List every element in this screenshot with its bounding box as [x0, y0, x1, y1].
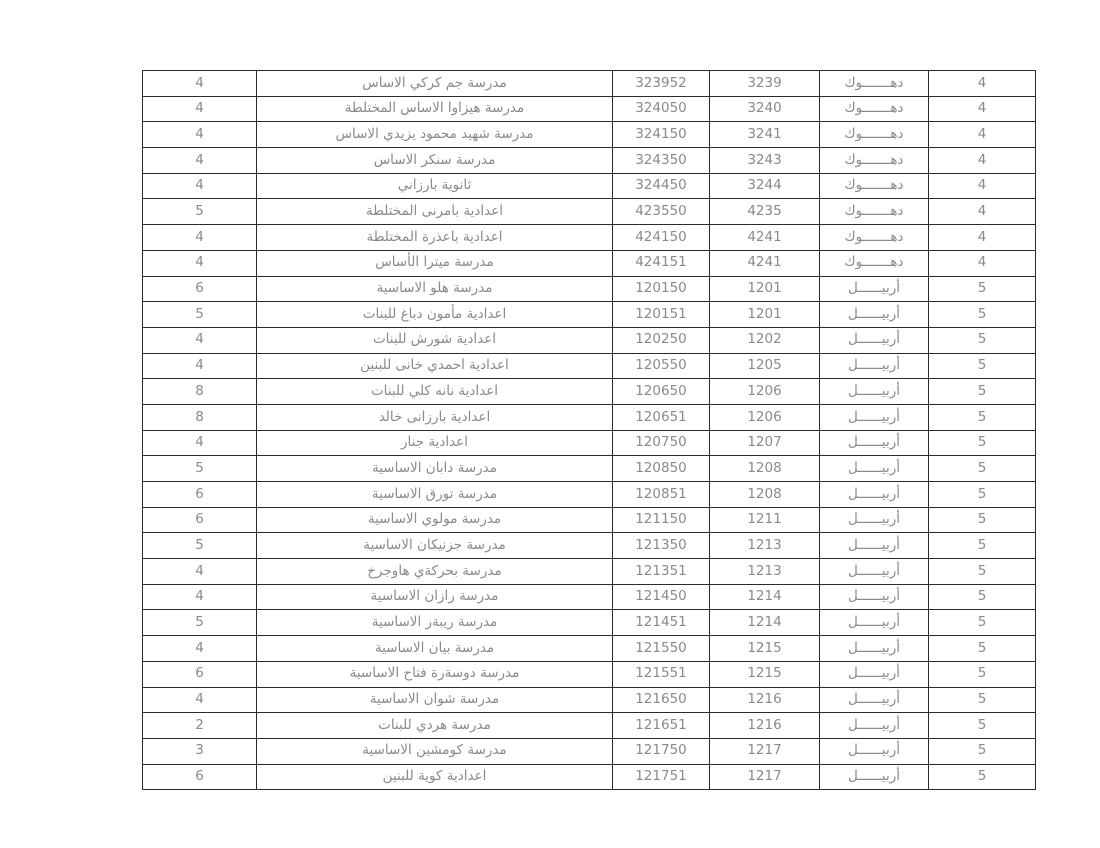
cell-governorate-code: 5 [929, 584, 1036, 610]
cell-governorate-code: 5 [929, 713, 1036, 739]
cell-school-id: 121450 [613, 584, 710, 610]
cell-school-id: 324450 [613, 173, 710, 199]
cell-school-id: 121451 [613, 610, 710, 636]
table-row [143, 661, 1036, 687]
cell-count: 4 [143, 687, 257, 713]
table-row [143, 276, 1036, 302]
cell-governorate-code: 5 [929, 738, 1036, 764]
cell-governorate-name: دهـــــــوك [820, 173, 929, 199]
table-row [143, 404, 1036, 430]
cell-governorate-code: 4 [929, 199, 1036, 225]
table-row [143, 353, 1036, 379]
cell-district-code: 1211 [710, 507, 820, 533]
cell-school-name: مدرسة ريبةر الاساسية [257, 610, 613, 636]
cell-governorate-name: دهـــــــوك [820, 199, 929, 225]
table-row [143, 430, 1036, 456]
table-row [143, 507, 1036, 533]
cell-school-name: مدرسة هلو الاساسية [257, 276, 613, 302]
cell-school-name: اعدادية باعذرة المختلطة [257, 225, 613, 251]
cell-school-name: مدرسة سنكر الاساس [257, 148, 613, 174]
cell-district-code: 1206 [710, 404, 820, 430]
cell-district-code: 1216 [710, 687, 820, 713]
cell-district-code: 1206 [710, 379, 820, 405]
cell-governorate-name: أربيــــــل [820, 610, 929, 636]
cell-district-code: 1215 [710, 661, 820, 687]
cell-governorate-code: 5 [929, 276, 1036, 302]
cell-governorate-code: 5 [929, 533, 1036, 559]
cell-school-id: 323952 [613, 71, 710, 97]
cell-count: 4 [143, 584, 257, 610]
cell-district-code: 1216 [710, 713, 820, 739]
cell-governorate-name: دهـــــــوك [820, 122, 929, 148]
cell-governorate-code: 4 [929, 122, 1036, 148]
cell-school-name: اعدادية بامرنى المختلطة [257, 199, 613, 225]
cell-governorate-code: 5 [929, 353, 1036, 379]
cell-governorate-code: 4 [929, 71, 1036, 97]
cell-count: 6 [143, 507, 257, 533]
table-row [143, 636, 1036, 662]
cell-governorate-code: 4 [929, 173, 1036, 199]
cell-district-code: 4241 [710, 225, 820, 251]
cell-governorate-name: أربيــــــل [820, 379, 929, 405]
cell-district-code: 4241 [710, 250, 820, 276]
cell-school-id: 120650 [613, 379, 710, 405]
table-row [143, 559, 1036, 585]
cell-district-code: 3243 [710, 148, 820, 174]
cell-district-code: 1215 [710, 636, 820, 662]
table-row [143, 148, 1036, 174]
cell-governorate-code: 5 [929, 507, 1036, 533]
cell-school-name: مدرسة هيزاوا الاساس المختلطة [257, 96, 613, 122]
cell-school-id: 324050 [613, 96, 710, 122]
cell-count: 5 [143, 610, 257, 636]
cell-count: 6 [143, 276, 257, 302]
table-row [143, 482, 1036, 508]
cell-governorate-code: 4 [929, 250, 1036, 276]
cell-district-code: 1205 [710, 353, 820, 379]
cell-governorate-code: 5 [929, 482, 1036, 508]
cell-school-name: اعدادية كوية للبنين [257, 764, 613, 790]
cell-school-id: 121551 [613, 661, 710, 687]
cell-district-code: 1208 [710, 456, 820, 482]
cell-governorate-code: 5 [929, 302, 1036, 328]
cell-school-name: مدرسة جزنيكان الاساسية [257, 533, 613, 559]
cell-governorate-code: 5 [929, 559, 1036, 585]
cell-governorate-code: 5 [929, 610, 1036, 636]
cell-count: 4 [143, 71, 257, 97]
cell-school-name: مدرسة شوان الاساسية [257, 687, 613, 713]
cell-district-code: 1217 [710, 738, 820, 764]
cell-count: 4 [143, 250, 257, 276]
cell-governorate-code: 5 [929, 404, 1036, 430]
table-row [143, 764, 1036, 790]
cell-count: 4 [143, 636, 257, 662]
table-row [143, 122, 1036, 148]
cell-school-name: مدرسة رازان الاساسية [257, 584, 613, 610]
cell-school-id: 120150 [613, 276, 710, 302]
cell-governorate-name: أربيــــــل [820, 559, 929, 585]
cell-governorate-name: أربيــــــل [820, 430, 929, 456]
cell-governorate-name: أربيــــــل [820, 482, 929, 508]
table-row [143, 96, 1036, 122]
cell-school-name: مدرسة دوسةرة فتاح الاساسية [257, 661, 613, 687]
cell-count: 6 [143, 764, 257, 790]
cell-school-id: 121550 [613, 636, 710, 662]
cell-governorate-code: 5 [929, 687, 1036, 713]
cell-district-code: 1214 [710, 584, 820, 610]
cell-school-id: 120750 [613, 430, 710, 456]
cell-governorate-name: أربيــــــل [820, 738, 929, 764]
cell-governorate-code: 5 [929, 430, 1036, 456]
table-row [143, 738, 1036, 764]
cell-governorate-code: 4 [929, 225, 1036, 251]
cell-governorate-code: 4 [929, 96, 1036, 122]
cell-governorate-name: أربيــــــل [820, 584, 929, 610]
school-table-container [143, 70, 1036, 790]
cell-school-name: اعدادية شورش للبنات [257, 327, 613, 353]
cell-governorate-code: 5 [929, 456, 1036, 482]
cell-governorate-code: 4 [929, 148, 1036, 174]
cell-governorate-name: دهـــــــوك [820, 225, 929, 251]
cell-count: 4 [143, 559, 257, 585]
table-row [143, 610, 1036, 636]
table-row [143, 250, 1036, 276]
cell-district-code: 1214 [710, 610, 820, 636]
cell-governorate-name: دهـــــــوك [820, 250, 929, 276]
cell-district-code: 1201 [710, 276, 820, 302]
cell-count: 6 [143, 661, 257, 687]
cell-district-code: 1217 [710, 764, 820, 790]
cell-school-name: مدرسة جم كركي الاساس [257, 71, 613, 97]
cell-district-code: 3239 [710, 71, 820, 97]
cell-governorate-code: 5 [929, 379, 1036, 405]
cell-school-id: 121751 [613, 764, 710, 790]
cell-school-name: مدرسة هردي للبنات [257, 713, 613, 739]
cell-count: 4 [143, 430, 257, 456]
cell-count: 4 [143, 122, 257, 148]
cell-count: 8 [143, 379, 257, 405]
cell-governorate-name: أربيــــــل [820, 507, 929, 533]
school-listing-table [142, 70, 1036, 790]
cell-school-id: 121651 [613, 713, 710, 739]
cell-governorate-code: 5 [929, 661, 1036, 687]
cell-count: 4 [143, 96, 257, 122]
cell-count: 4 [143, 225, 257, 251]
cell-district-code: 1208 [710, 482, 820, 508]
cell-school-name: مدرسة شهيد محمود يزيدي الاساس [257, 122, 613, 148]
cell-governorate-name: أربيــــــل [820, 353, 929, 379]
cell-district-code: 1202 [710, 327, 820, 353]
cell-school-name: مدرسة ميترا الأساس [257, 250, 613, 276]
table-row [143, 584, 1036, 610]
cell-count: 4 [143, 327, 257, 353]
cell-governorate-name: أربيــــــل [820, 713, 929, 739]
cell-count: 5 [143, 533, 257, 559]
cell-district-code: 3244 [710, 173, 820, 199]
cell-school-id: 121750 [613, 738, 710, 764]
table-row [143, 71, 1036, 97]
cell-governorate-name: أربيــــــل [820, 456, 929, 482]
table-row [143, 379, 1036, 405]
table-row [143, 173, 1036, 199]
cell-count: 8 [143, 404, 257, 430]
cell-school-id: 121150 [613, 507, 710, 533]
cell-governorate-name: أربيــــــل [820, 764, 929, 790]
cell-school-name: مدرسة بيان الاساسية [257, 636, 613, 662]
cell-school-id: 424151 [613, 250, 710, 276]
cell-governorate-name: دهـــــــوك [820, 148, 929, 174]
cell-school-id: 120651 [613, 404, 710, 430]
cell-school-name: مدرسة مولوي الاساسية [257, 507, 613, 533]
cell-school-name: اعدادية جنار [257, 430, 613, 456]
cell-district-code: 3241 [710, 122, 820, 148]
cell-count: 5 [143, 456, 257, 482]
cell-governorate-name: دهـــــــوك [820, 96, 929, 122]
cell-district-code: 1213 [710, 533, 820, 559]
table-row [143, 456, 1036, 482]
cell-governorate-name: أربيــــــل [820, 687, 929, 713]
table-row [143, 687, 1036, 713]
cell-school-name: اعدادية مأمون دباغ للبنات [257, 302, 613, 328]
cell-school-name: اعدادية احمدي خانى للبنين [257, 353, 613, 379]
cell-governorate-code: 5 [929, 327, 1036, 353]
cell-governorate-code: 5 [929, 764, 1036, 790]
cell-governorate-name: أربيــــــل [820, 327, 929, 353]
cell-school-id: 324350 [613, 148, 710, 174]
cell-school-name: مدرسة كومشين الاساسية [257, 738, 613, 764]
table-row [143, 199, 1036, 225]
cell-governorate-name: أربيــــــل [820, 404, 929, 430]
cell-district-code: 4235 [710, 199, 820, 225]
cell-governorate-name: أربيــــــل [820, 302, 929, 328]
cell-count: 6 [143, 482, 257, 508]
cell-count: 5 [143, 199, 257, 225]
cell-count: 2 [143, 713, 257, 739]
cell-district-code: 1207 [710, 430, 820, 456]
cell-school-id: 424150 [613, 225, 710, 251]
cell-school-id: 120550 [613, 353, 710, 379]
cell-school-id: 120850 [613, 456, 710, 482]
cell-school-name: مدرسة دابان الاساسية [257, 456, 613, 482]
table-row [143, 327, 1036, 353]
cell-school-id: 121650 [613, 687, 710, 713]
cell-school-name: مدرسة تورق الاساسية [257, 482, 613, 508]
cell-school-name: ثانوية بارزاني [257, 173, 613, 199]
cell-governorate-name: دهـــــــوك [820, 71, 929, 97]
cell-count: 3 [143, 738, 257, 764]
table-row [143, 302, 1036, 328]
cell-school-name: مدرسة بحركةي هاوجرخ [257, 559, 613, 585]
cell-school-id: 324150 [613, 122, 710, 148]
table-body [143, 71, 1036, 790]
cell-count: 4 [143, 353, 257, 379]
cell-school-id: 423550 [613, 199, 710, 225]
cell-school-name: اعدادية نانه كلي للبنات [257, 379, 613, 405]
cell-governorate-name: أربيــــــل [820, 636, 929, 662]
cell-governorate-code: 5 [929, 636, 1036, 662]
cell-school-id: 121350 [613, 533, 710, 559]
table-row [143, 533, 1036, 559]
cell-district-code: 1201 [710, 302, 820, 328]
cell-school-id: 120250 [613, 327, 710, 353]
cell-governorate-name: أربيــــــل [820, 276, 929, 302]
cell-governorate-name: أربيــــــل [820, 661, 929, 687]
cell-school-id: 121351 [613, 559, 710, 585]
cell-district-code: 1213 [710, 559, 820, 585]
cell-school-id: 120151 [613, 302, 710, 328]
cell-school-name: اعدادية بارزانى خالد [257, 404, 613, 430]
cell-governorate-name: أربيــــــل [820, 533, 929, 559]
cell-count: 4 [143, 148, 257, 174]
cell-district-code: 3240 [710, 96, 820, 122]
table-row [143, 225, 1036, 251]
table-row [143, 713, 1036, 739]
cell-count: 5 [143, 302, 257, 328]
cell-count: 4 [143, 173, 257, 199]
cell-school-id: 120851 [613, 482, 710, 508]
